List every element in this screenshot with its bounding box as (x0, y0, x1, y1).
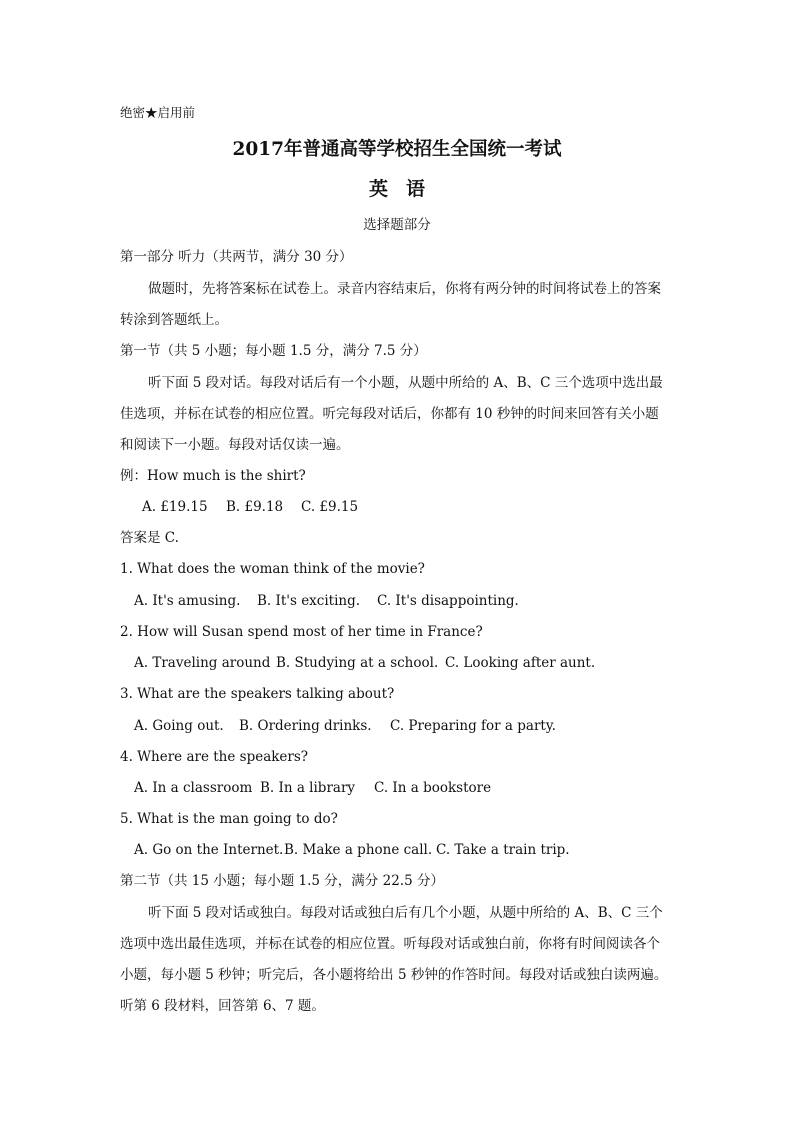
section2-instr-line4: 听第 6 段材料，回答第 6、7 题。 (120, 998, 325, 1014)
option-c: C. Take a train trip. (436, 842, 570, 858)
question-2-options (134, 654, 595, 672)
example-question: 例：How much is the shirt? (120, 468, 306, 484)
option-c: C. £9.15 (301, 499, 359, 515)
part1-intro-line1: 做题时，先将答案标在试卷上。录音内容结束后，你将有两分钟的时间将试卷上的答案 (148, 281, 661, 297)
option-c: C. It's disappointing. (377, 593, 519, 609)
question-3: 3. What are the speakers talking about? (120, 686, 395, 702)
option-c: C. In a bookstore (374, 780, 492, 796)
exam-title: 2017年普通高等学校招生全国统一考试 (232, 139, 562, 160)
section2-instr-line2: 选项中选出最佳选项，并标在试卷的相应位置。听每段对话或独白前，你将有时间阅读各个 (120, 936, 660, 952)
part-label: 选择题部分 (363, 217, 431, 233)
question-4-options (134, 779, 491, 797)
question-2: 2. How will Susan spend most of her time in France? (120, 624, 483, 640)
part1-heading: 第一部分 听力（共两节，满分 30 分） (120, 249, 353, 265)
section1-instr-line3: 和阅读下一小题。每段对话仅读一遍。 (120, 437, 350, 453)
question-1: 1. What does the woman think of the movie? (120, 561, 425, 577)
example-answer: 答案是 C. (120, 530, 179, 546)
option-a: A. Going out. (134, 718, 224, 734)
section1-instr-line2: 佳选项，并标在试卷的相应位置。听完每段对话后，你都有 10 秒钟的时间来回答有关小题 (120, 406, 659, 422)
section2-instr-line1: 听下面 5 段对话或独白。每段对话或独白后有几个小题，从题中所给的 A、B、C 三个 (148, 905, 663, 921)
part1-intro-line2: 转涂到答题纸上。 (120, 312, 228, 328)
question-3-options (134, 717, 556, 735)
option-b: B. In a library (260, 780, 356, 796)
option-b: B. It's exciting. (257, 593, 361, 609)
example-options (142, 498, 358, 516)
question-1-options (134, 592, 519, 610)
option-a: A. Go on the Internet. (134, 842, 284, 858)
option-b: B. £9.18 (226, 499, 284, 515)
confidential-label: 绝密★启用前 (120, 105, 196, 120)
option-b: B. Ordering drinks. (239, 718, 372, 734)
subject-title: 英语 (368, 178, 443, 200)
option-a: A. £19.15 (142, 499, 208, 515)
option-c: C. Preparing for a party. (390, 718, 556, 734)
option-b: B. Studying at a school. (276, 655, 439, 671)
section1-instr-line1: 听下面 5 段对话。每段对话后有一个小题，从题中所给的 A、B、C 三个选项中选出最 (148, 375, 663, 391)
section2-instr-line3: 小题，每小题 5 秒钟；听完后，各小题将给出 5 秒钟的作答时间。每段对话或独白读两遍。 (120, 967, 668, 983)
option-b: B. Make a phone call. (284, 842, 433, 858)
option-c: C. Looking after aunt. (445, 655, 596, 671)
option-a: A. Traveling around (134, 655, 271, 671)
option-a: A. In a classroom (134, 780, 253, 796)
option-a: A. It's amusing. (134, 593, 241, 609)
section1-heading: 第一节（共 5 小题；每小题 1.5 分，满分 7.5 分） (120, 343, 427, 359)
section2-heading: 第二节（共 15 小题；每小题 1.5 分，满分 22.5 分） (120, 873, 444, 889)
question-5: 5. What is the man going to do? (120, 811, 338, 827)
question-4: 4. Where are the speakers? (120, 749, 309, 765)
question-5-options (134, 841, 570, 859)
